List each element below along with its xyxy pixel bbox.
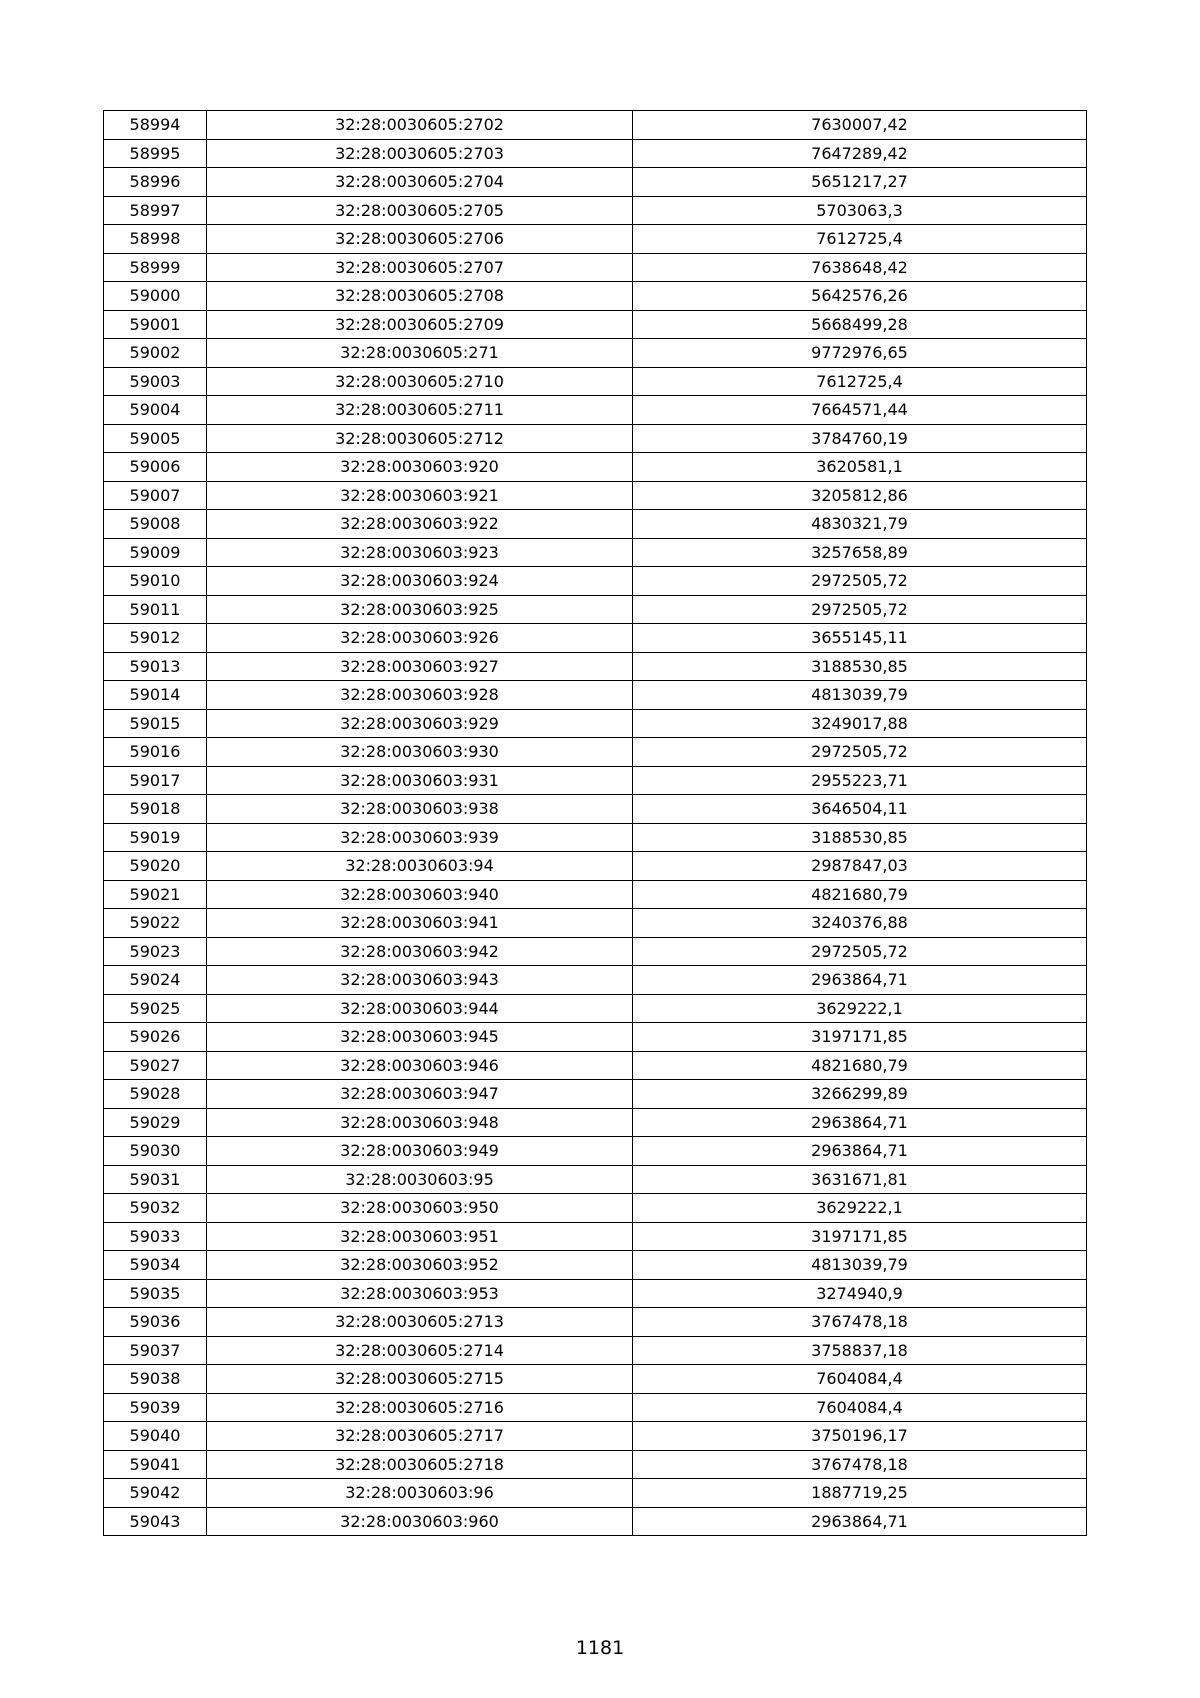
table-row — [104, 937, 1087, 966]
value-cell: 9772976,65 — [633, 339, 1087, 368]
table-row — [104, 738, 1087, 767]
cadastral-number-cell: 32:28:0030603:94 — [207, 852, 633, 881]
row-number-cell: 59005 — [104, 424, 207, 453]
table-row — [104, 111, 1087, 140]
table-row — [104, 1108, 1087, 1137]
cadastral-number-cell: 32:28:0030603:923 — [207, 538, 633, 567]
table-row — [104, 1479, 1087, 1508]
value-cell: 3646504,11 — [633, 795, 1087, 824]
value-cell: 2963864,71 — [633, 1108, 1087, 1137]
value-cell: 2972505,72 — [633, 595, 1087, 624]
table-row — [104, 880, 1087, 909]
row-number-cell: 59028 — [104, 1080, 207, 1109]
cadastral-number-cell: 32:28:0030603:947 — [207, 1080, 633, 1109]
table-row — [104, 1222, 1087, 1251]
value-cell: 3631671,81 — [633, 1165, 1087, 1194]
value-cell: 3767478,18 — [633, 1450, 1087, 1479]
table-row — [104, 453, 1087, 482]
cadastral-number-cell: 32:28:0030603:96 — [207, 1479, 633, 1508]
row-number-cell: 59003 — [104, 367, 207, 396]
row-number-cell: 59019 — [104, 823, 207, 852]
cadastral-number-cell: 32:28:0030603:951 — [207, 1222, 633, 1251]
table-row — [104, 994, 1087, 1023]
row-number-cell: 59031 — [104, 1165, 207, 1194]
value-cell: 2972505,72 — [633, 567, 1087, 596]
value-cell: 3205812,86 — [633, 481, 1087, 510]
value-cell: 3240376,88 — [633, 909, 1087, 938]
row-number-cell: 59011 — [104, 595, 207, 624]
cadastral-number-cell: 32:28:0030603:922 — [207, 510, 633, 539]
cadastral-number-cell: 32:28:0030603:920 — [207, 453, 633, 482]
table-row — [104, 624, 1087, 653]
cadastral-number-cell: 32:28:0030605:2704 — [207, 168, 633, 197]
cadastral-number-cell: 32:28:0030605:2710 — [207, 367, 633, 396]
page-number: 1181 — [575, 1637, 625, 1659]
value-cell: 2963864,71 — [633, 1507, 1087, 1536]
table-row — [104, 538, 1087, 567]
value-cell: 7647289,42 — [633, 139, 1087, 168]
cadastral-number-cell: 32:28:0030603:939 — [207, 823, 633, 852]
row-number-cell: 59014 — [104, 681, 207, 710]
value-cell: 2972505,72 — [633, 937, 1087, 966]
value-cell: 4830321,79 — [633, 510, 1087, 539]
row-number-cell: 59009 — [104, 538, 207, 567]
row-number-cell: 58994 — [104, 111, 207, 140]
row-number-cell: 58996 — [104, 168, 207, 197]
cadastral-number-cell: 32:28:0030605:2709 — [207, 310, 633, 339]
value-cell: 7638648,42 — [633, 253, 1087, 282]
value-cell: 3620581,1 — [633, 453, 1087, 482]
cadastral-number-cell: 32:28:0030603:931 — [207, 766, 633, 795]
cadastral-number-cell: 32:28:0030605:2716 — [207, 1393, 633, 1422]
table-row — [104, 652, 1087, 681]
table-row — [104, 1308, 1087, 1337]
row-number-cell: 59004 — [104, 396, 207, 425]
cadastral-number-cell: 32:28:0030605:2713 — [207, 1308, 633, 1337]
value-cell: 3197171,85 — [633, 1222, 1087, 1251]
row-number-cell: 59027 — [104, 1051, 207, 1080]
value-cell: 3767478,18 — [633, 1308, 1087, 1337]
cadastral-number-cell: 32:28:0030603:943 — [207, 966, 633, 995]
value-cell: 2963864,71 — [633, 1137, 1087, 1166]
row-number-cell: 59037 — [104, 1336, 207, 1365]
cadastral-number-cell: 32:28:0030603:927 — [207, 652, 633, 681]
row-number-cell: 59022 — [104, 909, 207, 938]
value-cell: 5642576,26 — [633, 282, 1087, 311]
row-number-cell: 59001 — [104, 310, 207, 339]
cadastral-number-cell: 32:28:0030603:921 — [207, 481, 633, 510]
cadastral-number-cell: 32:28:0030603:940 — [207, 880, 633, 909]
table-row — [104, 1251, 1087, 1280]
table-row — [104, 367, 1087, 396]
value-cell: 3274940,9 — [633, 1279, 1087, 1308]
table-body — [104, 111, 1087, 1536]
row-number-cell: 59026 — [104, 1023, 207, 1052]
row-number-cell: 59033 — [104, 1222, 207, 1251]
row-number-cell: 59021 — [104, 880, 207, 909]
row-number-cell: 59008 — [104, 510, 207, 539]
value-cell: 3629222,1 — [633, 994, 1087, 1023]
value-cell: 3629222,1 — [633, 1194, 1087, 1223]
row-number-cell: 59012 — [104, 624, 207, 653]
cadastral-number-cell: 32:28:0030605:2715 — [207, 1365, 633, 1394]
cadastral-number-cell: 32:28:0030603:946 — [207, 1051, 633, 1080]
row-number-cell: 59039 — [104, 1393, 207, 1422]
cadastral-number-cell: 32:28:0030603:95 — [207, 1165, 633, 1194]
table-row — [104, 1080, 1087, 1109]
table-row — [104, 396, 1087, 425]
table-row — [104, 510, 1087, 539]
value-cell: 7612725,4 — [633, 225, 1087, 254]
value-cell: 7604084,4 — [633, 1393, 1087, 1422]
value-cell: 3655145,11 — [633, 624, 1087, 653]
row-number-cell: 59032 — [104, 1194, 207, 1223]
row-number-cell: 59020 — [104, 852, 207, 881]
cadastral-number-cell: 32:28:0030603:950 — [207, 1194, 633, 1223]
cadastral-number-cell: 32:28:0030603:926 — [207, 624, 633, 653]
table-row — [104, 253, 1087, 282]
row-number-cell: 59035 — [104, 1279, 207, 1308]
table-row — [104, 1279, 1087, 1308]
value-cell: 1887719,25 — [633, 1479, 1087, 1508]
value-cell: 3266299,89 — [633, 1080, 1087, 1109]
value-cell: 3750196,17 — [633, 1422, 1087, 1451]
cadastral-number-cell: 32:28:0030603:948 — [207, 1108, 633, 1137]
row-number-cell: 59034 — [104, 1251, 207, 1280]
row-number-cell: 59030 — [104, 1137, 207, 1166]
row-number-cell: 59036 — [104, 1308, 207, 1337]
table-row — [104, 282, 1087, 311]
row-number-cell: 59017 — [104, 766, 207, 795]
row-number-cell: 59015 — [104, 709, 207, 738]
value-cell: 2963864,71 — [633, 966, 1087, 995]
row-number-cell: 59038 — [104, 1365, 207, 1394]
row-number-cell: 59006 — [104, 453, 207, 482]
table-row — [104, 1336, 1087, 1365]
cadastral-number-cell: 32:28:0030603:925 — [207, 595, 633, 624]
row-number-cell: 59025 — [104, 994, 207, 1023]
table-row — [104, 168, 1087, 197]
table-row — [104, 225, 1087, 254]
row-number-cell: 58999 — [104, 253, 207, 282]
value-cell: 7664571,44 — [633, 396, 1087, 425]
cadastral-number-cell: 32:28:0030605:2702 — [207, 111, 633, 140]
cadastral-value-table — [103, 110, 1087, 1536]
table-row — [104, 681, 1087, 710]
row-number-cell: 59024 — [104, 966, 207, 995]
table-row — [104, 595, 1087, 624]
row-number-cell: 59010 — [104, 567, 207, 596]
value-cell: 2972505,72 — [633, 738, 1087, 767]
value-cell: 7604084,4 — [633, 1365, 1087, 1394]
row-number-cell: 59023 — [104, 937, 207, 966]
row-number-cell: 59042 — [104, 1479, 207, 1508]
table-row — [104, 1051, 1087, 1080]
cadastral-number-cell: 32:28:0030605:2714 — [207, 1336, 633, 1365]
table-row — [104, 310, 1087, 339]
table-row — [104, 766, 1087, 795]
cadastral-number-cell: 32:28:0030603:942 — [207, 937, 633, 966]
cadastral-number-cell: 32:28:0030603:929 — [207, 709, 633, 738]
table-row — [104, 196, 1087, 225]
cadastral-number-cell: 32:28:0030603:938 — [207, 795, 633, 824]
table-row — [104, 424, 1087, 453]
row-number-cell: 58995 — [104, 139, 207, 168]
cadastral-number-cell: 32:28:0030605:2718 — [207, 1450, 633, 1479]
value-cell: 4821680,79 — [633, 880, 1087, 909]
row-number-cell: 59041 — [104, 1450, 207, 1479]
table-row — [104, 1137, 1087, 1166]
value-cell: 3188530,85 — [633, 652, 1087, 681]
value-cell: 2987847,03 — [633, 852, 1087, 881]
cadastral-number-cell: 32:28:0030605:2703 — [207, 139, 633, 168]
table-row — [104, 709, 1087, 738]
row-number-cell: 59029 — [104, 1108, 207, 1137]
table-row — [104, 139, 1087, 168]
value-cell: 3758837,18 — [633, 1336, 1087, 1365]
table-row — [104, 339, 1087, 368]
cadastral-number-cell: 32:28:0030605:2705 — [207, 196, 633, 225]
row-number-cell: 58997 — [104, 196, 207, 225]
cadastral-number-cell: 32:28:0030605:2711 — [207, 396, 633, 425]
value-cell: 3249017,88 — [633, 709, 1087, 738]
table-row — [104, 1422, 1087, 1451]
table-row — [104, 795, 1087, 824]
cadastral-number-cell: 32:28:0030603:960 — [207, 1507, 633, 1536]
table-row — [104, 1507, 1087, 1536]
cadastral-number-cell: 32:28:0030603:944 — [207, 994, 633, 1023]
value-cell: 7612725,4 — [633, 367, 1087, 396]
row-number-cell: 59018 — [104, 795, 207, 824]
cadastral-number-cell: 32:28:0030605:2707 — [207, 253, 633, 282]
row-number-cell: 58998 — [104, 225, 207, 254]
row-number-cell: 59016 — [104, 738, 207, 767]
table-row — [104, 1450, 1087, 1479]
cadastral-number-cell: 32:28:0030603:953 — [207, 1279, 633, 1308]
table-row — [104, 1023, 1087, 1052]
row-number-cell: 59013 — [104, 652, 207, 681]
value-cell: 4813039,79 — [633, 1251, 1087, 1280]
row-number-cell: 59002 — [104, 339, 207, 368]
value-cell: 5651217,27 — [633, 168, 1087, 197]
cadastral-number-cell: 32:28:0030603:924 — [207, 567, 633, 596]
table-row — [104, 1194, 1087, 1223]
row-number-cell: 59007 — [104, 481, 207, 510]
cadastral-number-cell: 32:28:0030603:945 — [207, 1023, 633, 1052]
value-cell: 5668499,28 — [633, 310, 1087, 339]
table-row — [104, 567, 1087, 596]
table-row — [104, 481, 1087, 510]
table-row — [104, 1165, 1087, 1194]
cadastral-number-cell: 32:28:0030603:949 — [207, 1137, 633, 1166]
cadastral-number-cell: 32:28:0030605:2708 — [207, 282, 633, 311]
value-cell: 3257658,89 — [633, 538, 1087, 567]
cadastral-number-cell: 32:28:0030605:271 — [207, 339, 633, 368]
cadastral-number-cell: 32:28:0030605:2717 — [207, 1422, 633, 1451]
cadastral-number-cell: 32:28:0030605:2706 — [207, 225, 633, 254]
value-cell: 3197171,85 — [633, 1023, 1087, 1052]
table-row — [104, 909, 1087, 938]
table-row — [104, 852, 1087, 881]
table-row — [104, 823, 1087, 852]
table-row — [104, 966, 1087, 995]
cadastral-number-cell: 32:28:0030603:952 — [207, 1251, 633, 1280]
row-number-cell: 59000 — [104, 282, 207, 311]
value-cell: 3784760,19 — [633, 424, 1087, 453]
value-cell: 3188530,85 — [633, 823, 1087, 852]
value-cell: 7630007,42 — [633, 111, 1087, 140]
row-number-cell: 59043 — [104, 1507, 207, 1536]
value-cell: 2955223,71 — [633, 766, 1087, 795]
cadastral-number-cell: 32:28:0030603:930 — [207, 738, 633, 767]
value-cell: 4821680,79 — [633, 1051, 1087, 1080]
value-cell: 4813039,79 — [633, 681, 1087, 710]
value-cell: 5703063,3 — [633, 196, 1087, 225]
table-row — [104, 1365, 1087, 1394]
table-row — [104, 1393, 1087, 1422]
cadastral-number-cell: 32:28:0030603:941 — [207, 909, 633, 938]
cadastral-number-cell: 32:28:0030605:2712 — [207, 424, 633, 453]
cadastral-number-cell: 32:28:0030603:928 — [207, 681, 633, 710]
row-number-cell: 59040 — [104, 1422, 207, 1451]
